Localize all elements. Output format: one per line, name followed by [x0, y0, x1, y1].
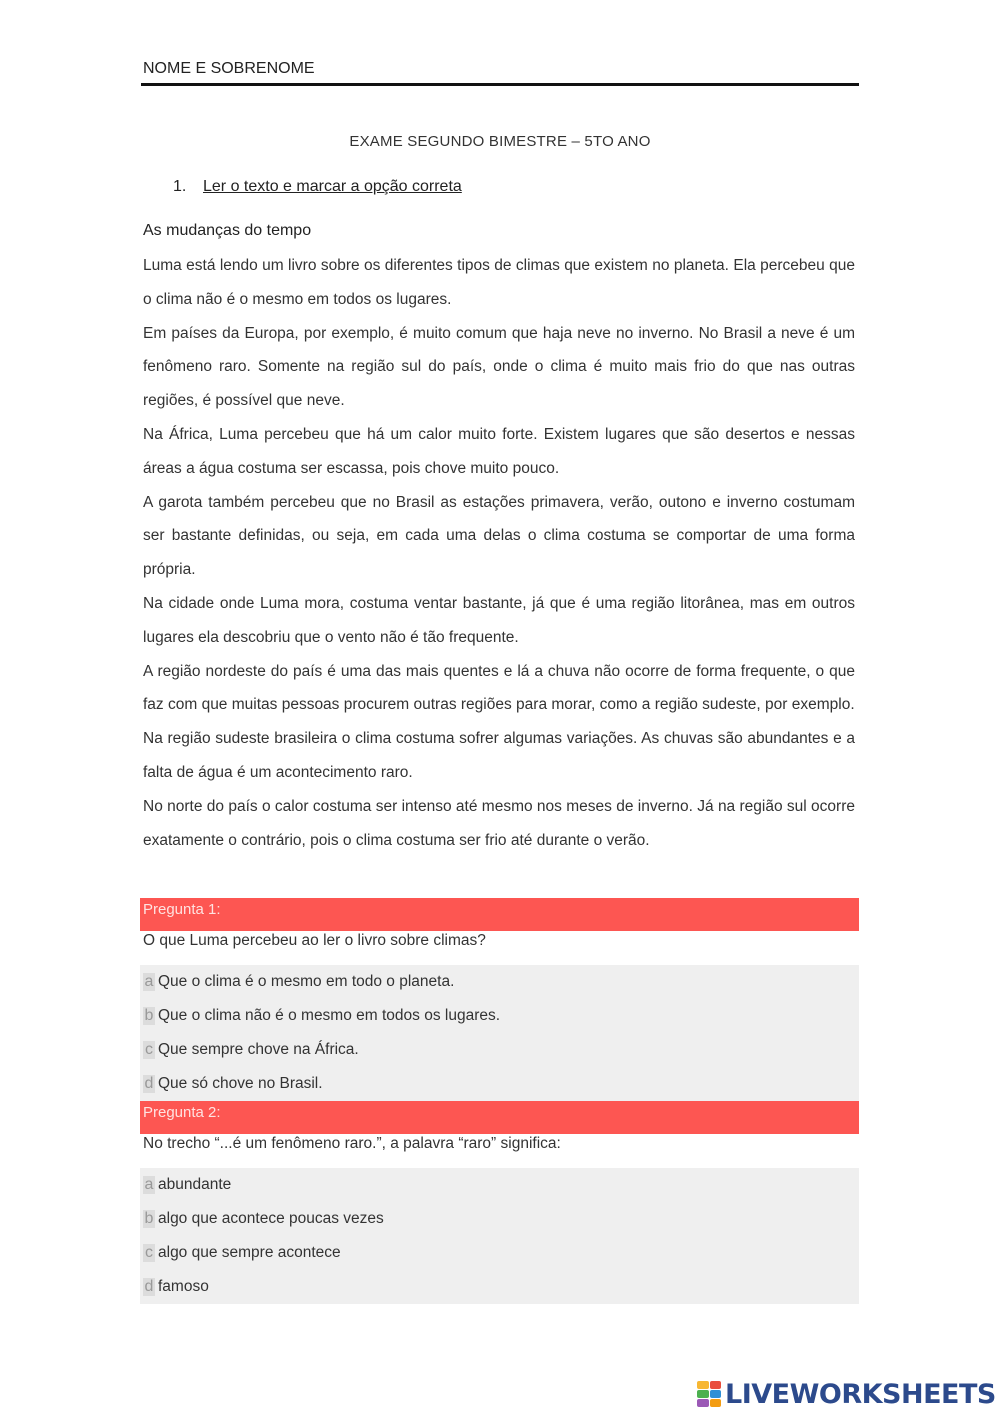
story-paragraph: A região nordeste do país é uma das mais quentes e lá a chuva não ocorre de forma frequente, o que faz com que muitas pessoas procurem outras regiões para morar, como a região sudeste, por exemplo.: [143, 662, 855, 714]
option-letter: c: [145, 1244, 153, 1261]
story-paragraph: Luma está lendo um livro sobre os diferentes tipos de climas que existem no planeta. Ela percebeu que o clima não é o mesmo em todos os lugares.: [143, 257, 855, 308]
option-text: abundante: [158, 1176, 232, 1193]
story-paragraph: Em países da Europa, por exemplo, é muito comum que haja neve no inverno. No Brasil a neve é um fenômeno raro. Somente na região sul do país, onde o clima é muito mais frio do que nas outras regiões, é possível que neve.: [143, 324, 855, 410]
story-paragraph: No norte do país o calor costuma ser intenso até mesmo nos meses de inverno. Já na região sul ocorre exatamente o contrário, pois o clima costuma ser frio até durante o verão.: [143, 797, 855, 849]
story-title: As mudanças do tempo: [143, 222, 312, 239]
option-text: famoso: [158, 1278, 209, 1295]
name-field-label: NOME E SOBRENOME: [143, 60, 315, 77]
story-paragraph: Na África, Luma percebeu que há um calor muito forte. Existem lugares que são desertos e nessas áreas a água costuma ser escassa, pois chove muito pouco.: [143, 425, 855, 477]
instruction-number: 1.: [173, 178, 187, 195]
question-1-header-label: Pregunta 1:: [143, 901, 221, 918]
question-1-option-b[interactable]: [140, 999, 859, 1033]
option-letter: a: [144, 973, 154, 990]
question-2-header-label: Pregunta 2:: [143, 1104, 221, 1121]
question-2-option-b[interactable]: [140, 1202, 859, 1236]
question-2-option-c[interactable]: [140, 1236, 859, 1270]
story-paragraph: Na cidade onde Luma mora, costuma ventar bastante, já que é uma região litorânea, mas em outros lugares ela descobriu que o vento não é tão frequente.: [143, 594, 855, 646]
option-letter: b: [144, 1210, 154, 1227]
option-text: algo que acontece poucas vezes: [158, 1210, 384, 1227]
question-1-option-c[interactable]: [140, 1033, 859, 1067]
exam-title: EXAME SEGUNDO BIMESTRE – 5TO ANO: [349, 133, 651, 150]
option-text: Que o clima não é o mesmo em todos os lugares.: [158, 1007, 501, 1024]
story-paragraph: Na região sudeste brasileira o clima costuma sofrer algumas variações. As chuvas são abundantes e a falta de água é um acontecimento raro.: [143, 730, 855, 781]
option-letter: d: [144, 1278, 154, 1295]
liveworksheets-logo-icon: [697, 1381, 721, 1407]
question-1-option-d[interactable]: [140, 1067, 859, 1101]
option-text: Que só chove no Brasil.: [158, 1075, 323, 1092]
question-2-options: [140, 1168, 859, 1304]
story-body: [143, 249, 855, 857]
question-2-text: No trecho “...é um fenômeno raro.”, a palavra “raro” significa:: [143, 1135, 561, 1152]
liveworksheets-logo-text: LIVEWORKSHEETS: [725, 1378, 996, 1410]
question-2-option-a[interactable]: [140, 1168, 859, 1202]
option-text: Que o clima é o mesmo em todo o planeta.: [158, 973, 455, 990]
option-text: Que sempre chove na África.: [158, 1041, 359, 1058]
option-letter: a: [144, 1176, 154, 1193]
question-1-option-a[interactable]: [140, 965, 859, 999]
option-letter: b: [144, 1007, 154, 1024]
option-text: algo que sempre acontece: [158, 1244, 341, 1261]
instruction-text: Ler o texto e marcar a opção correta: [203, 178, 462, 195]
question-1-text: O que Luma percebeu ao ler o livro sobre climas?: [143, 932, 486, 949]
story-paragraph: A garota também percebeu que no Brasil as estações primavera, verão, outono e inverno costumam ser bastante definidas, ou seja, em cada uma delas o clima costuma se comportar de uma forma própria.: [143, 493, 855, 579]
question-1-options: [140, 965, 859, 1101]
option-letter: c: [145, 1041, 153, 1058]
liveworksheets-logo: [697, 1378, 996, 1410]
question-2-option-d[interactable]: [140, 1270, 859, 1304]
question-1-header: [140, 898, 859, 931]
name-underline: [141, 83, 859, 86]
option-letter: d: [144, 1075, 154, 1092]
question-2-header: [140, 1101, 859, 1134]
